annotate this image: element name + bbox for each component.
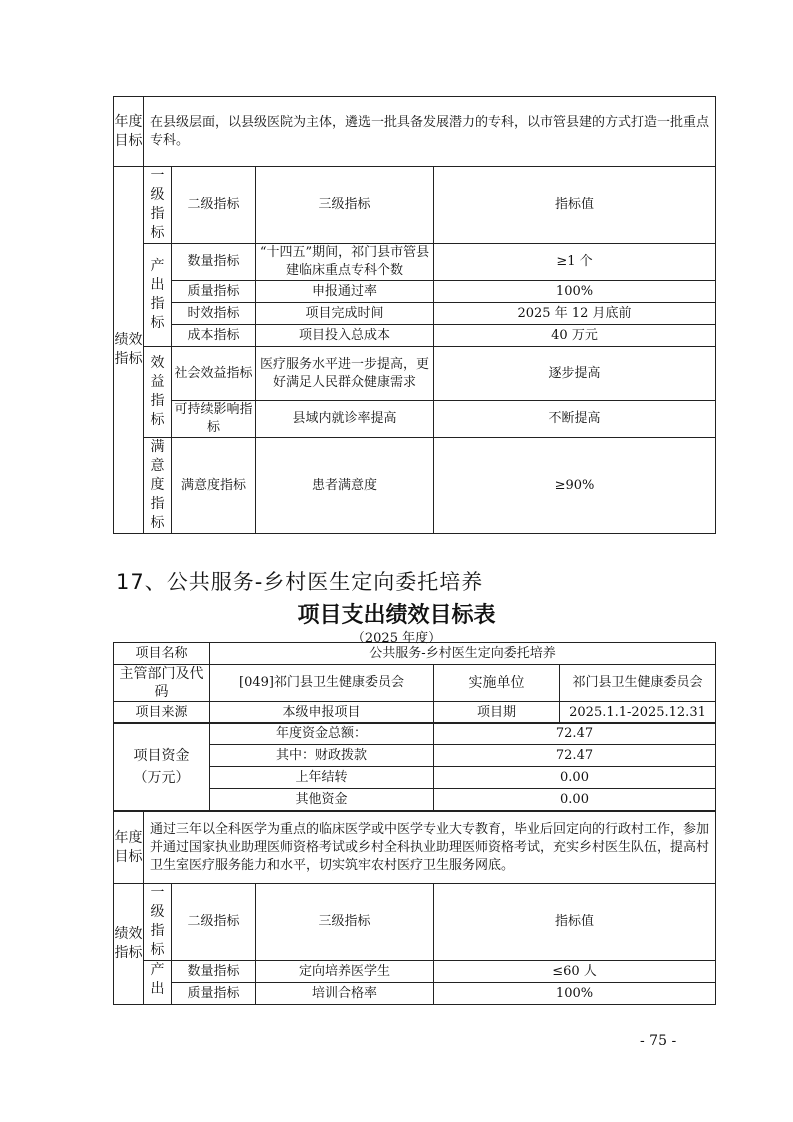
performance-indicator-label: 绩效指标 xyxy=(114,167,144,534)
row-value: ≥1 个 xyxy=(434,244,716,281)
group-satisfaction-label: 满意度指标 xyxy=(144,438,172,534)
group-output-label: 产出 xyxy=(144,961,172,1005)
header-value: 指标值 xyxy=(434,167,716,244)
row-level2: 数量指标 xyxy=(172,244,256,281)
fund-label: 项目资金（万元） xyxy=(114,723,210,811)
row-level3: 培训合格率 xyxy=(256,983,434,1005)
performance-indicator-label: 绩效指标 xyxy=(114,884,144,1005)
impl-value: 祁门县卫生健康委员会 xyxy=(560,665,716,702)
row-level2: 成本指标 xyxy=(172,325,256,347)
annual-goal-text: 通过三年以全科医学为重点的临床医学或中医学专业大专教育，毕业后回定向的行政村工作，参加并通过国家执业助理医师资格考试或乡村全科执业助理医师资格考试，充实乡村医生队伍，提高村卫生室医疗服务能力和水平，切实筑牢农村医疗卫生服务网底。 xyxy=(144,812,716,884)
row-level2: 可持续影响指标 xyxy=(172,401,256,438)
row-value: 逐步提高 xyxy=(434,347,716,401)
table-subtitle: （2025 年度） xyxy=(351,631,442,646)
row-level3: 患者满意度 xyxy=(256,438,434,534)
period-value: 2025.1.1-2025.12.31 xyxy=(560,702,716,724)
fund-other-value: 0.00 xyxy=(434,789,716,811)
row-level3: 县域内就诊率提高 xyxy=(256,401,434,438)
fund-finance-label: 其中：财政拨款 xyxy=(210,745,434,767)
table-title: 项目支出绩效目标表 xyxy=(297,603,496,628)
group-output-label: 产出指标 xyxy=(144,244,172,347)
row-value: 100% xyxy=(434,983,716,1005)
dept-value: [049]祁门县卫生健康委员会 xyxy=(210,665,434,702)
row-level2: 满意度指标 xyxy=(172,438,256,534)
period-label: 项目期 xyxy=(434,702,560,724)
annual-goal-label: 年度目标 xyxy=(114,812,144,884)
annual-goal-label: 年度目标 xyxy=(114,97,144,167)
source-label: 项目来源 xyxy=(114,702,210,724)
page-number: - 75 - xyxy=(640,1033,677,1049)
header-level3: 三级指标 xyxy=(256,884,434,961)
fund-finance-value: 72.47 xyxy=(434,745,716,767)
project-name: 公共服务-乡村医生定向委托培养 xyxy=(210,643,716,665)
fund-carryover-value: 0.00 xyxy=(434,767,716,789)
row-level2: 数量指标 xyxy=(172,961,256,983)
row-level3: “十四五”期间，祁门县市管县建临床重点专科个数 xyxy=(256,244,434,281)
fund-total-label: 年度资金总额： xyxy=(210,723,434,745)
project-info-table xyxy=(113,642,716,724)
dept-label: 主管部门及代码 xyxy=(114,665,210,702)
row-value: 100% xyxy=(434,281,716,303)
row-level3: 医疗服务水平进一步提高，更好满足人民群众健康需求 xyxy=(256,347,434,401)
header-level1: 一级指标 xyxy=(144,167,172,244)
bottom-performance-table xyxy=(113,811,716,1005)
row-level3: 申报通过率 xyxy=(256,281,434,303)
fund-other-label: 其他资金 xyxy=(210,789,434,811)
row-value: ≤60 人 xyxy=(434,961,716,983)
row-value: 不断提高 xyxy=(434,401,716,438)
header-level1: 一级指标 xyxy=(144,884,172,961)
row-level2: 社会效益指标 xyxy=(172,347,256,401)
header-value: 指标值 xyxy=(434,884,716,961)
row-level3: 项目投入总成本 xyxy=(256,325,434,347)
fund-carryover-label: 上年结转 xyxy=(210,767,434,789)
row-value: ≥90% xyxy=(434,438,716,534)
row-level2: 质量指标 xyxy=(172,983,256,1005)
header-level3: 三级指标 xyxy=(256,167,434,244)
row-level2: 时效指标 xyxy=(172,303,256,325)
top-performance-table xyxy=(113,96,716,534)
fund-table xyxy=(113,722,716,811)
row-level3: 项目完成时间 xyxy=(256,303,434,325)
row-level2: 质量指标 xyxy=(172,281,256,303)
section-title: 17、公共服务-乡村医生定向委托培养 xyxy=(116,570,484,594)
fund-total-value: 72.47 xyxy=(434,723,716,745)
header-level2: 二级指标 xyxy=(172,167,256,244)
annual-goal-text: 在县级层面，以县级医院为主体，遴选一批具备发展潜力的专科，以市管县建的方式打造一批重点专科。 xyxy=(144,97,716,167)
source-value: 本级申报项目 xyxy=(210,702,434,724)
row-value: 40 万元 xyxy=(434,325,716,347)
row-value: 2025 年 12 月底前 xyxy=(434,303,716,325)
impl-label: 实施单位 xyxy=(434,665,560,702)
project-name-label: 项目名称 xyxy=(114,643,210,665)
header-level2: 二级指标 xyxy=(172,884,256,961)
row-level3: 定向培养医学生 xyxy=(256,961,434,983)
group-benefit-label: 效益指标 xyxy=(144,347,172,438)
